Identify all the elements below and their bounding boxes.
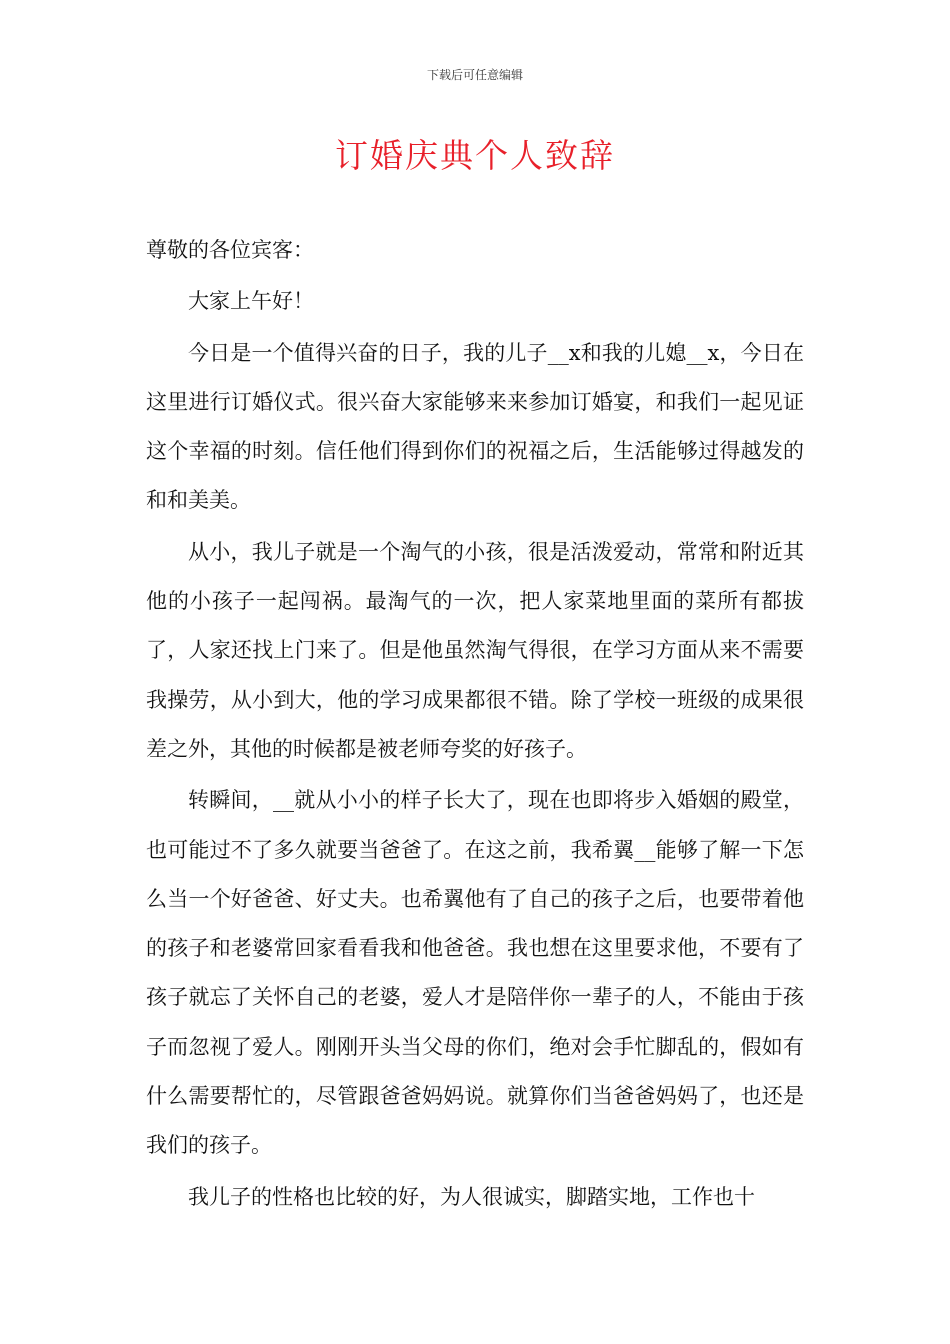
- document-body: [146, 226, 804, 1224]
- paragraph: 今日是一个值得兴奋的日子，我的儿子__x和我的儿媳__x，今日在这里进行订婚仪式。很兴奋大家能够来来参加订婚宴，和我们一起见证这个幸福的时刻。信任他们得到你们的祝福之后，生活能够过得越发的和和美美。: [146, 340, 804, 513]
- header-note: 下载后可任意编辑: [426, 68, 523, 82]
- greeting: 大家上午好！: [188, 289, 314, 314]
- paragraph: 从小，我儿子就是一个淘气的小孩，很是活泼爱动，常常和附近其他的小孩子一起闯祸。最淘气的一次，把人家菜地里面的菜所有都拔了，人家还找上门来了。但是他虽然淘气得很，在学习方面从来不需要我操劳，从小到大，他的学习成果都很不错。除了学校一班级的成果很差之外，其他的时候都是被老师夸奖的好孩子。: [146, 539, 804, 761]
- paragraph: 我儿子的性格也比较的好，为人很诚实，脚踏实地，工作也十: [188, 1184, 755, 1209]
- document-title: 订婚庆典个人致辞: [335, 136, 615, 175]
- salutation: 尊敬的各位宾客：: [146, 238, 314, 262]
- paragraph: 转瞬间，__就从小小的样子长大了，现在也即将步入婚姻的殿堂，也可能过不了多久就要当爸爸了。在这之前，我希翼__能够了解一下怎么当一个好爸爸、好丈夫。也希翼他有了自己的孩子之后，也要带着他的孩子和老婆常回家看看我和他爸爸。我也想在这里要求他，不要有了孩子就忘了关怀自己的老婆，爱人才是陪伴你一辈子的人，不能由于孩子而忽视了爱人。刚刚开头当父母的你们，绝对会手忙脚乱的，假如有什么需要帮忙的，尽管跟爸爸妈妈说。就算你们当爸爸妈妈了，也还是我们的孩子。: [146, 788, 804, 1158]
